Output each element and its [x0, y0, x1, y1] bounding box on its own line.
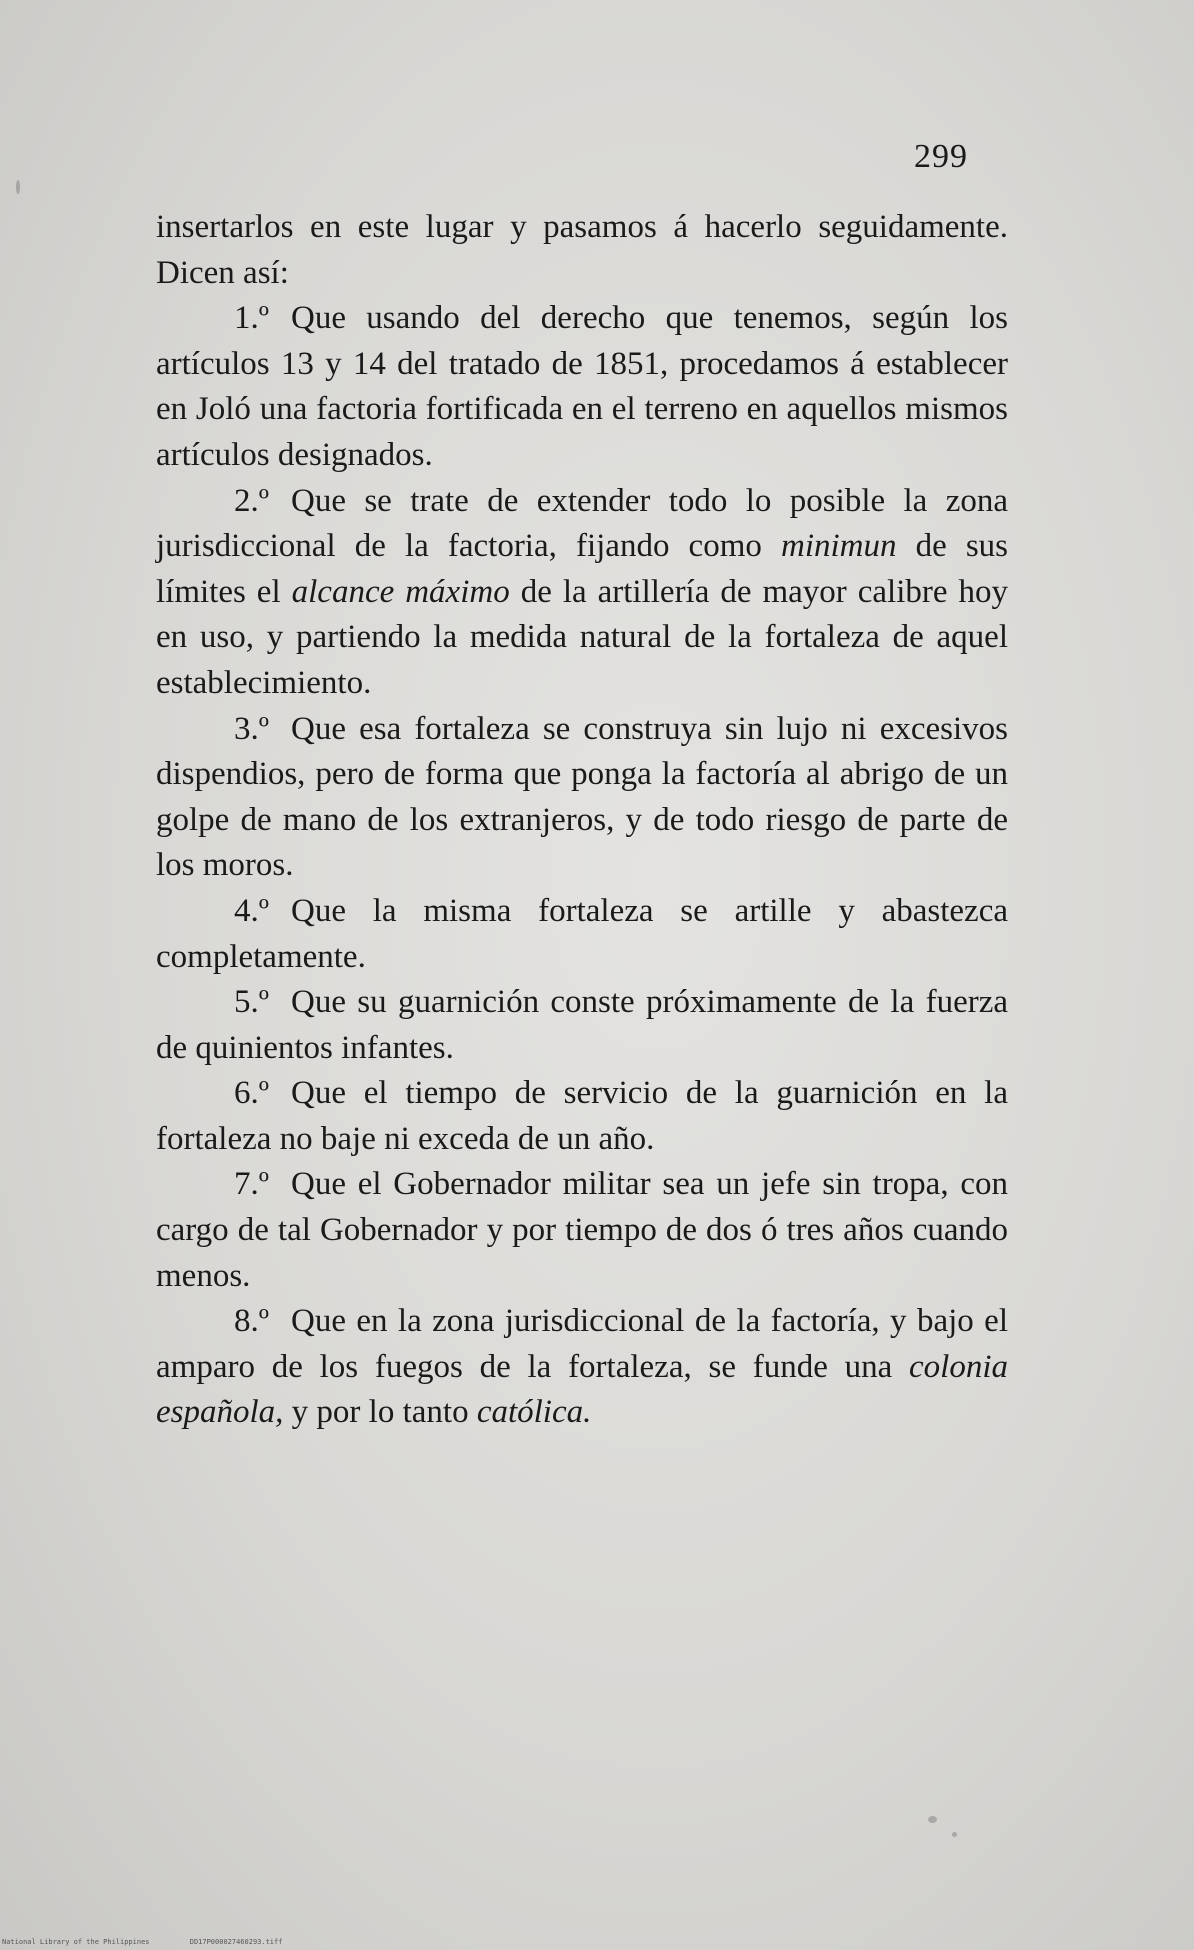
item-number: 2.º — [234, 482, 269, 519]
scan-footer — [2, 1938, 318, 1946]
item-text: Que el tiempo de servicio de la guarnición en la fortaleza no baje ni exceda de un año. — [156, 1075, 1008, 1157]
list-item-1 — [156, 296, 1008, 478]
item-text: de sus límites el — [156, 528, 1009, 610]
footer-library: National Library of the Philippines — [2, 1938, 150, 1946]
paper-speck — [16, 180, 20, 194]
item-number: 1.º — [234, 300, 269, 337]
paper-speck — [952, 1832, 957, 1837]
list-item-8 — [156, 1299, 1008, 1436]
list-item-5 — [156, 980, 1008, 1071]
intro-paragraph: insertarlos en este lugar y pasamos á hacerlo seguidamente. Dicen así: — [156, 209, 1008, 291]
item-text: Que esa fortaleza se construya sin lujo ni excesivos dispendios, pero de forma que ponga la factoría al abrigo de un golpe de mano de los extranjeros, y de todo riesgo de parte de los moros. — [156, 710, 1008, 884]
list-item-3 — [156, 707, 1008, 889]
item-text: Que el Gobernador militar sea un jefe sin tropa, con cargo de tal Gobernador y por tiempo de dos ó tres años cuando menos. — [156, 1166, 1008, 1294]
italic-term: alcance máximo — [291, 573, 510, 610]
item-number: 5.º — [234, 984, 269, 1021]
item-number: 7.º — [234, 1166, 269, 1203]
item-text: Que en la zona jurisdiccional de la factoría, y bajo el amparo de los fuegos de la fortaleza, se funde una — [156, 1303, 1008, 1385]
footer-file: DD17P000027460293.tiff — [189, 1938, 283, 1946]
item-text: Que usando del derecho que tenemos, según los artículos 13 y 14 del tratado de 1851, procedamos á establecer en Joló una factoria fortificada en el terreno en aquellos mismos artículos designados. — [156, 300, 1008, 473]
item-number: 6.º — [234, 1075, 269, 1112]
italic-term: minimun — [780, 528, 897, 565]
italic-term: colonia española, — [156, 1348, 1009, 1431]
item-text: Que la misma fortaleza se artille y abastezca completamente. — [156, 892, 1008, 975]
item-text: de la artillería de mayor calibre hoy en uso, y partiendo la medida natural de la fortaleza de aquel establecimiento. — [156, 573, 1009, 701]
item-text: Que su guarnición conste próximamente de la fuerza de quinientos infantes. — [156, 984, 1008, 1066]
page-number: 299 — [914, 138, 968, 175]
list-item-4 — [156, 889, 1008, 980]
item-text: Que se trate de extender todo lo posible la zona jurisdiccional de la factoria, fijando como — [156, 482, 1008, 565]
item-number: 4.º — [234, 892, 269, 929]
list-item-6 — [156, 1071, 1008, 1162]
list-item-2 — [156, 479, 1008, 707]
italic-term: católica. — [476, 1394, 592, 1431]
item-number: 3.º — [234, 710, 269, 747]
item-number: 8.º — [234, 1303, 269, 1340]
list-item-7 — [156, 1162, 1008, 1299]
paper-speck — [928, 1816, 937, 1823]
body-text — [156, 205, 1008, 1436]
item-text: y por lo tanto — [291, 1394, 469, 1431]
